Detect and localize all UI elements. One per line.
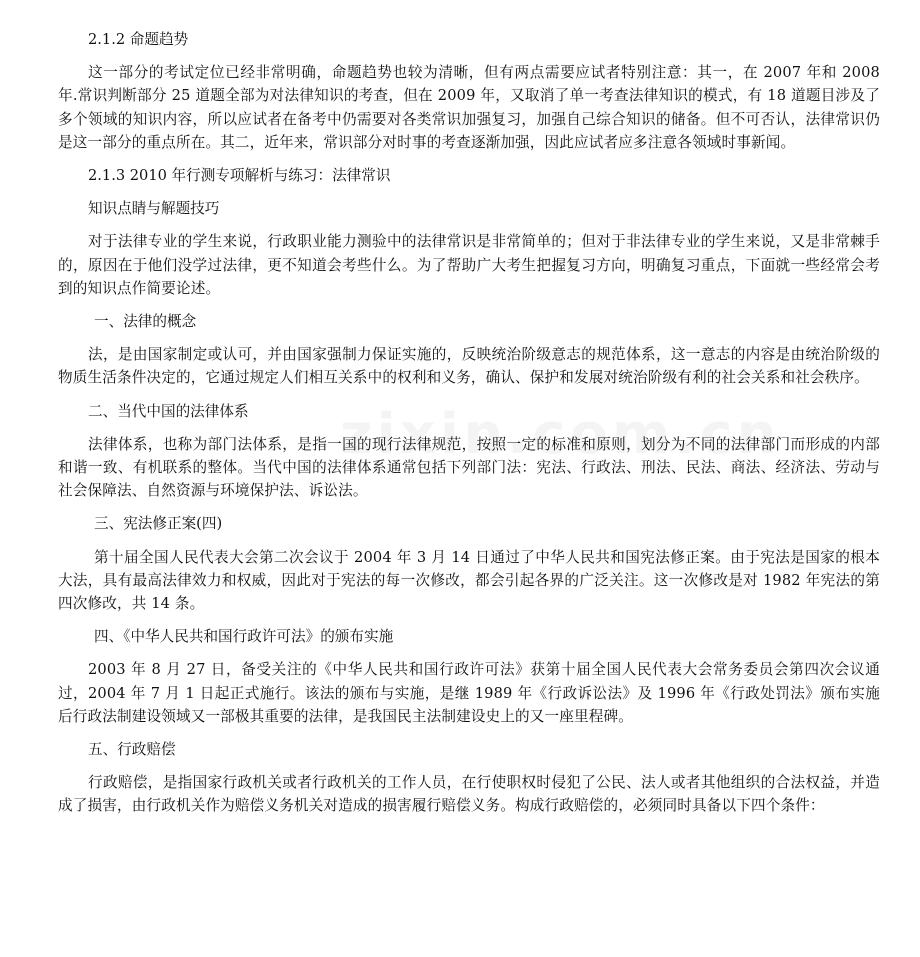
spacer	[58, 154, 880, 164]
spacer	[58, 536, 880, 546]
spacer	[58, 187, 880, 197]
document-body	[58, 28, 880, 818]
section-heading: 一、法律的概念	[94, 313, 197, 331]
paragraph: 行政赔偿，是指国家行政机关或者行政机关的工作人员，在行使职权时侵犯了公民、法人或者其他组织的合法权益，并造成了损害，由行政机关作为赔偿义务机关对造成的损害履行赔偿义务。构成行政赔偿的，必须同时具备以下四个条件：	[58, 774, 880, 815]
paragraph: 法律体系，也称为部门法体系，是指一国的现行法律规范，按照一定的标准和原则，划分为不同的法律部门而形成的内部和谐一致、有机联系的整体。当代中国的法律体系通常包括下列部门法：宪法、行政法、刑法、民法、商法、经济法、劳动与社会保障法、自然资源与环境保护法、诉讼法。	[58, 435, 880, 500]
spacer	[58, 220, 880, 230]
spacer	[58, 648, 880, 658]
paragraph: 2003 年 8 月 27 日，备受关注的《中华人民共和国行政许可法》获第十届全国人民代表大会常务委员会第四次会议通过，2004 年 7 月 1 日起正式施行。该法的颁布与实施，是继 1989 年《行政诉讼法》及 1996 年《行政处罚法》颁布实施后行政法制建设领域又一部极其重要的法律，是我国民主法制建设史上的又一座里程碑。	[58, 661, 880, 725]
paragraph: 这一部分的考试定位已经非常明确，命题趋势也较为清晰，但有两点需要应试者特别注意：其一，在 2007 年和 2008 年.常识判断部分 25 道题全部为对法律知识的考查，但在 2009 年，又取消了单一考查法律知识的模式，有 18 道题目涉及了多个领域的知识内容，所以应试者在备考中仍需要对各类常识加强复习，加强自己综合知识的储备。但不可否认，法律常识仍是这一部分的重点所在。其二，近年来，常识部分对时事的考查逐渐加强，因此应试者应多注意各领域时事新闻。	[58, 64, 880, 151]
section-heading: 2.1.3 2010 年行测专项解析与练习：法律常识	[88, 167, 391, 185]
paragraph: 对于法律专业的学生来说，行政职业能力测验中的法律常识是非常简单的；但对于非法律专业的学生来说，又是非常棘手的，原因在于他们没学过法律，更不知道会考些什么。为了帮助广大考生把握复习方向，明确复习重点，下面就一些经常会考到的知识点作简要论述。	[58, 233, 880, 297]
spacer	[58, 502, 880, 512]
spacer	[58, 423, 880, 433]
paragraph: 第十届全国人民代表大会第二次会议于 2004 年 3 月 14 日通过了中华人民共和国宪法修正案。由于宪法是国家的根本大法，具有最高法律效力和权威，因此对于宪法的每一次修改，都会引起各界的广泛关注。这一次修改是对 1982 年宪法的第四次修改，共 14 条。	[58, 548, 880, 613]
spacer	[58, 51, 880, 61]
section-heading: 二、当代中国的法律体系	[88, 402, 249, 420]
spacer	[58, 615, 880, 625]
section-heading: 2.1.2 命题趋势	[88, 31, 189, 48]
spacer	[58, 761, 880, 771]
spacer	[58, 300, 880, 310]
section-heading: 四、《中华人民共和国行政许可法》的颁布实施	[94, 628, 394, 646]
spacer	[58, 333, 880, 343]
section-heading: 三、宪法修正案(四)	[94, 515, 223, 533]
spacer	[58, 390, 880, 400]
spacer	[58, 728, 880, 738]
paragraph: 法，是由国家制定或认可，并由国家强制力保证实施的，反映统治阶级意志的规范体系，这一意志的内容是由统治阶级的物质生活条件决定的，它通过规定人们相互关系中的权利和义务，确认、保护和发展对统治阶级有利的社会关系和社会秩序。	[58, 346, 880, 387]
section-heading: 五、行政赔偿	[88, 741, 176, 759]
section-heading: 知识点睛与解题技巧	[88, 200, 220, 218]
